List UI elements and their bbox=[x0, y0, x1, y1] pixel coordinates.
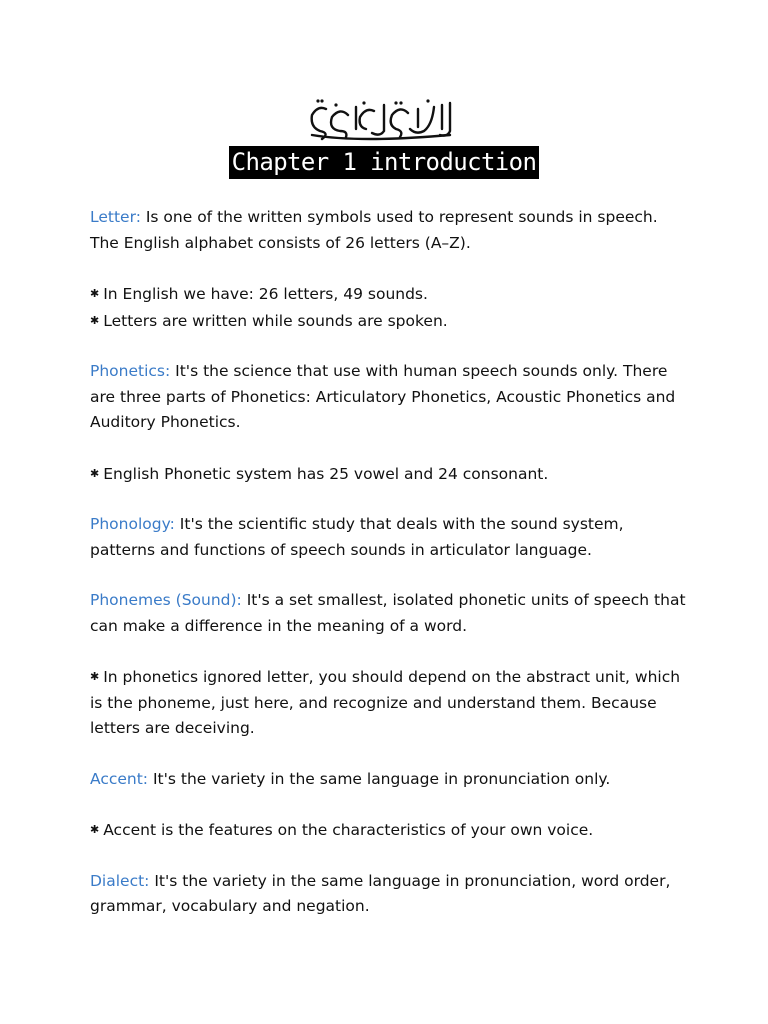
definition-text: It's the variety in the same language in pronunciation only. bbox=[152, 769, 611, 788]
definition-letter bbox=[90, 205, 690, 256]
note-text: Accent is the features on the characteristics of your own voice. bbox=[103, 821, 594, 839]
note-text: Letters are written while sounds are spoken. bbox=[103, 311, 448, 330]
term-label: Letter: bbox=[90, 208, 141, 226]
definition-phonemes bbox=[90, 588, 690, 639]
term-label: Accent: bbox=[90, 769, 149, 788]
star-bullet-icon: ✱ bbox=[90, 823, 100, 836]
star-bullet-icon: ✱ bbox=[90, 313, 100, 327]
star-bullet-icon: ✱ bbox=[90, 670, 100, 683]
note-text: In English we have: 26 letters, 49 sounds. bbox=[103, 285, 428, 303]
definition-text: Is one of the written symbols used to represent sounds in speech. The English alphabet consists of 26 letters (A–Z). bbox=[90, 208, 658, 252]
definition-phonetics bbox=[90, 359, 690, 436]
term-label: Dialect: bbox=[90, 871, 150, 890]
term-label: Phonology: bbox=[90, 515, 175, 533]
arabic-calligraphy bbox=[300, 95, 460, 145]
main-content bbox=[90, 205, 690, 945]
definition-text: It's the science that use with human speech sounds only. There are three parts of Phonetics: Articulatory Phonetics, Acoustic Phonetics and Auditory Phonetics. bbox=[90, 362, 676, 431]
note-text: English Phonetic system has 25 vowel and 24 consonant. bbox=[103, 464, 549, 483]
note-item bbox=[90, 308, 690, 335]
definition-phonology bbox=[90, 512, 690, 563]
calligraphy-image bbox=[300, 95, 460, 145]
note-item bbox=[90, 461, 690, 488]
definition-text: It's the scientific study that deals with the sound system, patterns and functions of speech sounds in articulator language. bbox=[90, 515, 624, 559]
note-item bbox=[90, 281, 690, 308]
note-text: In phonetics ignored letter, you should depend on the abstract unit, which is the phoneme, just here, and recognize and understand them. Because letters are deceiving. bbox=[90, 668, 681, 737]
note-item bbox=[90, 664, 690, 742]
definition-text: It's a set smallest, isolated phonetic units of speech that can make a difference in the meaning of a word. bbox=[90, 591, 686, 635]
term-label: Phonetics: bbox=[90, 362, 171, 380]
definition-text: It's the variety in the same language in pronunciation, word order, grammar, vocabulary and negation. bbox=[90, 871, 671, 915]
term-label: Phonemes (Sound): bbox=[90, 591, 242, 609]
definition-accent bbox=[90, 767, 690, 793]
star-bullet-icon: ✱ bbox=[90, 466, 100, 480]
definition-dialect bbox=[90, 869, 690, 920]
note-item bbox=[90, 817, 690, 844]
page-title: Chapter 1 introduction bbox=[229, 146, 540, 179]
star-bullet-icon: ✱ bbox=[90, 287, 100, 300]
title-wrapper bbox=[0, 146, 768, 179]
